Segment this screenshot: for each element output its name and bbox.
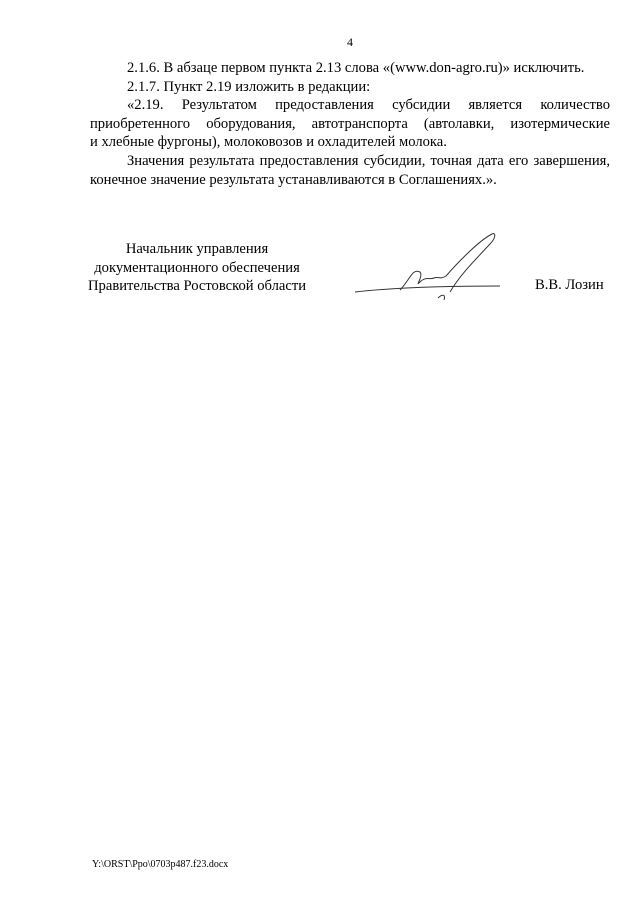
paragraph-values-line: Значения результата предоставления субсидии, точная дата его завершения, (127, 152, 610, 169)
title-line: документационного обеспечения (94, 259, 300, 276)
signatory-name: В.В. Лозин (535, 277, 604, 293)
signatory-title (88, 240, 306, 296)
paragraph-2-1-7: 2.1.7. Пункт 2.19 изложить в редакции: (127, 78, 371, 95)
paragraph-values-line: конечное значение результата устанавливаются в Соглашениях.». (90, 171, 497, 188)
paragraph-2-19-line: и хлебные фургоны), молоковозов и охладителей молока. (90, 134, 447, 151)
title-line: Начальник управления (125, 241, 269, 257)
document-body (90, 59, 610, 189)
page-number: 4 (347, 35, 353, 49)
paragraph-2-1-6: 2.1.6. В абзаце первом пункта 2.13 слова «(www.don-agro.ru)» исключить. (127, 60, 585, 76)
paragraph-2-19-line: приобретенного оборудования, автотранспорта (автолавки, изотермические (90, 115, 610, 132)
handwritten-signature (350, 230, 510, 305)
title-line: Правительства Ростовской области (88, 278, 307, 295)
paragraph-2-19-line: «2.19. Результатом предоставления субсидии является количество (127, 97, 610, 114)
file-path-footer: Y:\ORST\Ppo\0703p487.f23.docx (92, 859, 229, 870)
